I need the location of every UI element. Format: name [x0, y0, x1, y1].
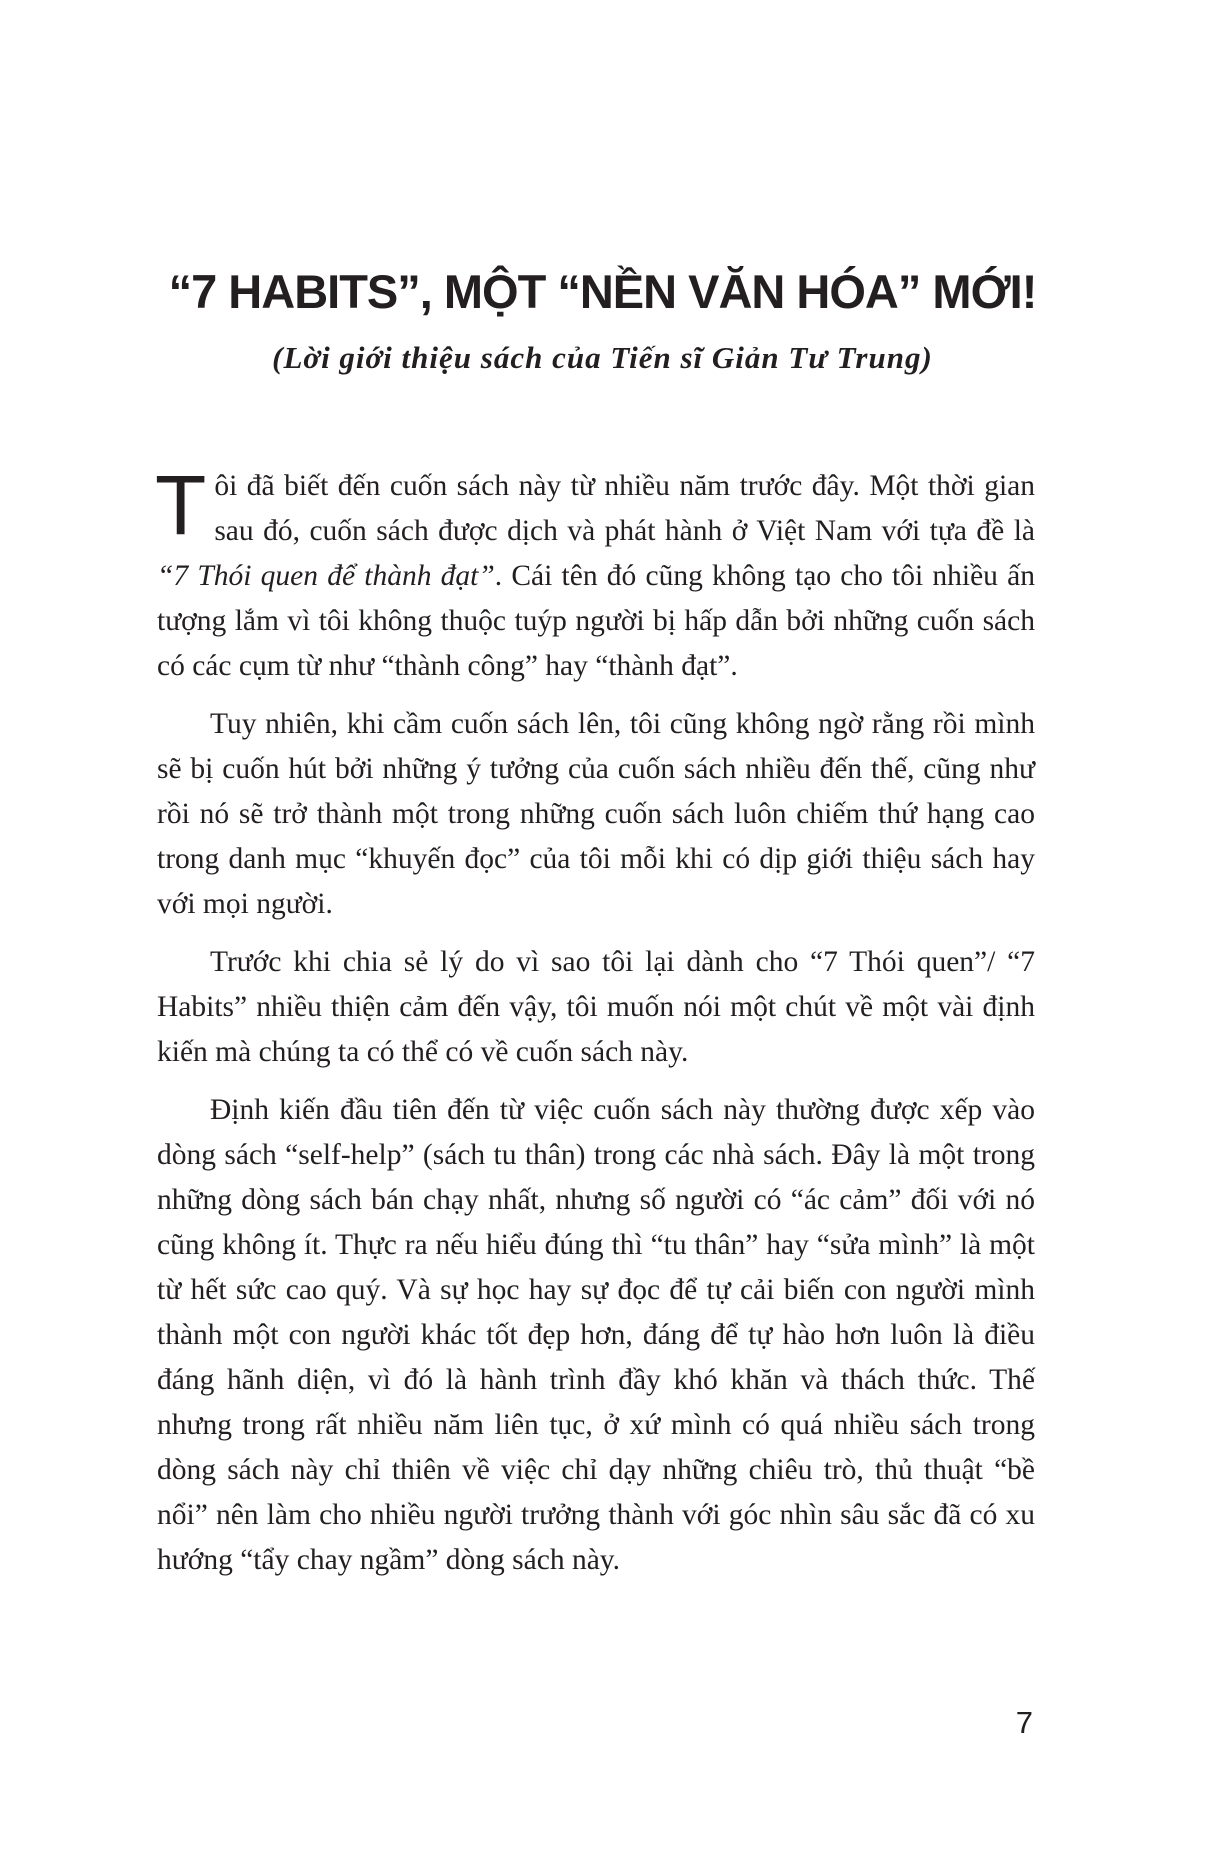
drop-cap: T — [155, 458, 207, 552]
chapter-title: “7 HABITS”, MỘT “NỀN VĂN HÓA” MỚI! — [168, 265, 1037, 318]
body-text — [155, 458, 1035, 1596]
paragraph-1-text-before: ôi đã biết đến cuốn sách này từ nhiều năm trước đây. Một thời gian sau đó, cuốn sách được dịch và phát hành ở Việt Nam với tựa đề là — [214, 470, 1035, 547]
paragraph-2: Tuy nhiên, khi cầm cuốn sách lên, tôi cũng không ngờ rằng rồi mình sẽ bị cuốn hút bởi những ý tưởng của cuốn sách nhiều đến thế, cũng như rồi nó sẽ trở thành một trong những cuốn sách luôn chiếm thứ hạng cao trong danh mục “khuyến đọc” của tôi mỗi khi có dịp giới thiệu sách hay với mọi người. — [157, 708, 1035, 920]
paragraph-3: Trước khi chia sẻ lý do vì sao tôi lại dành cho “7 Thói quen”/ “7 Habits” nhiều thiện cảm đến vậy, tôi muốn nói một chút về một vài định kiến mà chúng ta có thể có về cuốn sách này. — [157, 946, 1035, 1068]
chapter-subtitle: (Lời giới thiệu sách của Tiến sĩ Giản Tư Trung) — [272, 340, 933, 375]
paragraph-1 — [155, 458, 1035, 689]
paragraph-1-text-after: . Cái tên đó cũng không tạo cho tôi nhiều ấn tượng lắm vì tôi không thuộc tuýp người bị hấp dẫn bởi những cuốn sách có các cụm từ như “thành công” hay “thành đạt”. — [157, 560, 1035, 682]
paragraph-4: Định kiến đầu tiên đến từ việc cuốn sách này thường được xếp vào dòng sách “self-help” (sách tu thân) trong các nhà sách. Đây là một trong những dòng sách bán chạy nhất, nhưng số người có “ác cảm” đối với nó cũng không ít. Thực ra nếu hiểu đúng thì “tu thân” hay “sửa mình” là một từ hết sức cao quý. Và sự học hay sự đọc để tự cải biến con người mình thành một con người khác tốt đẹp hơn, đáng để tự hào hơn luôn là điều đáng hãnh diện, vì đó là hành trình đầy khó khăn và thách thức. Thế nhưng trong rất nhiều năm liên tục, ở xứ mình có quá nhiều sách trong dòng sách này chỉ thiên về việc chỉ dạy những chiêu trò, thủ thuật “bề nổi” nên làm cho nhiều người trưởng thành với góc nhìn sâu sắc đã có xu hướng “tẩy chay ngầm” dòng sách này. — [157, 1094, 1035, 1576]
page-number: 7 — [1015, 1705, 1033, 1740]
book-title-italic: “7 Thói quen để thành đạt” — [157, 560, 495, 592]
